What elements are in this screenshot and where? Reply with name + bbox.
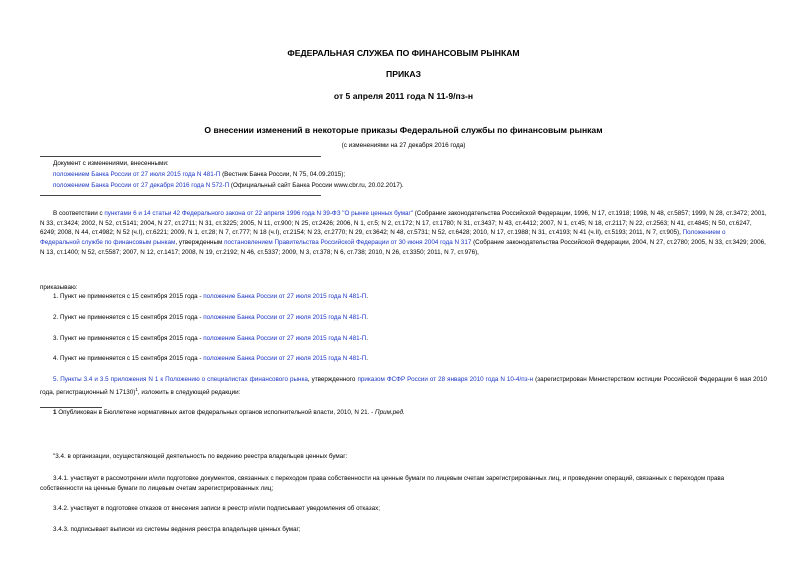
item-1-text: 1. Пункт не применяется с 15 сентября 2015 года - (53, 293, 204, 300)
list-item (53, 292, 368, 302)
list-item (53, 354, 368, 364)
quoted-paragraph: "3.4. в организации, осуществляющей деятельность по ведению реестра владельцев ценных бумаг: (53, 453, 348, 460)
document-title: О внесении изменений в некоторые приказы Федеральной службы по финансовым рынкам (204, 125, 603, 135)
footnote-italic: Прим.ред. (375, 409, 405, 416)
specialists-regulation-link[interactable]: 5. Пункты 3.4 и 3.5 приложения N 1 к Положению о специалистах финансового рынка (53, 376, 308, 383)
amendments-divider (40, 195, 321, 196)
quoted-paragraph: 3.4.3. подписывает выписки из системы ведения реестра владельцев ценных бумаг; (53, 526, 301, 533)
date-number-heading: от 5 апреля 2011 года N 11-9/пз-н (333, 91, 474, 101)
quoted-paragraph: 3.4.2. участвует в подготовке отказов от внесения записи в реестр и/или подписывает уведомления об отказах; (53, 505, 381, 512)
item-2-link[interactable]: положение Банка России от 27 июля 2015 года N 481-П (203, 314, 367, 321)
list-item (53, 334, 368, 344)
item-5-paragraph (40, 375, 767, 398)
preamble-paragraph (40, 209, 767, 258)
amendment-line-1 (53, 170, 345, 180)
law-39fz-link[interactable]: пунктами 6 и 14 статьи 42 Федерального закона от 22 апреля 1996 года N 39-ФЗ "О рынке ценных бумаг" (104, 210, 414, 217)
amendment-note-2: (Официальный сайт Банка России www.cbr.ru, 20.02.2017). (229, 182, 404, 189)
footnote (53, 408, 405, 418)
item-3-link[interactable]: положение Банка России от 27 июля 2015 года N 481-П (203, 335, 367, 342)
order-word: приказываю: (40, 284, 78, 291)
amendment-link-2[interactable]: положением Банка России от 27 декабря 2016 года N 572-П (53, 182, 230, 189)
agency-heading: ФЕДЕРАЛЬНАЯ СЛУЖБА ПО ФИНАНСОВЫМ РЫНКАМ (287, 48, 520, 58)
preamble-text-2: (Собрание законодательства Российской Федерации, 1996, N 17, ст.1918; 1998, N 48, ст.5857; 1999, N 28, ст.3472; 2001, N 33, ст.3424; 2002, N 52, ст.5141; 2004, N 27, ст.2711; N 31, ст.3225; 2005, N 11, ст.900; N 25, ст.2426; 2006, N 1, ст.5; N 2, ст.172; N 17, ст.1780; N 31, ст.3437; N 43, ст.4412; 2007, N 1, ст.45; N 18, ст.2117; N 22, ст.2563; N 41, ст.4845; N 50, ст.6247, 6249; 2008, N 44, ст.4982; N 52 (ч.I), ст.6221; 2009, N 1, ст.28; N 7, ст.777; N 18 (ч.I), ст.2154; N 23, ст.2770; N 29, ст.3642; N 48, ст.5731; N 52, ст.6428; 2010, N 17, ст.1988; N 31, ст.4193; N 41 (ч.II), ст.5193; 2011, N 7, ст.905), (40, 210, 767, 237)
revision-note: (с изменениями на 27 декабря 2016 года) (341, 142, 466, 149)
item-2-end: . (366, 314, 368, 321)
footnote-ref: 1 (135, 386, 138, 392)
amendment-line-2 (53, 181, 404, 191)
doc-type-heading: ПРИКАЗ (386, 69, 421, 79)
item-2-text: 2. Пункт не применяется с 15 сентября 2015 года - (53, 314, 204, 321)
fsfr-regulation-link[interactable]: Положением о Федеральной службе по финансовым рынкам (40, 229, 726, 247)
item-4-end: . (366, 355, 368, 362)
fsfr-order-link[interactable]: приказом ФСФР России от 28 января 2010 года N 10-4/пз-н (357, 376, 534, 383)
item-3-end: . (366, 335, 368, 342)
item-3-text: 3. Пункт не применяется с 15 сентября 2015 года - (53, 335, 204, 342)
amendments-heading: Документ с изменениями, внесенными: (53, 160, 169, 167)
top-divider (40, 156, 321, 157)
item-5-text-1: , утвержденного (307, 376, 358, 383)
quoted-paragraph: 3.4.1. участвует в рассмотрении и/или подготовке документов, связанных с переходом права собственности на ценные бумаги по лицевым счетам зарегистрированных лиц, и проведении операций, связанных с переходом права собственности на ценные бумаги по лицевым счетам зарегистрированных лиц; (40, 475, 725, 492)
amendment-link-1[interactable]: положением Банка России от 27 июля 2015 года N 481-П (53, 171, 221, 178)
item-4-text: 4. Пункт не применяется с 15 сентября 2015 года - (53, 355, 204, 362)
preamble-text-4: (Собрание законодательства Российской Федерации, 2004, N 27, ст.2780; 2005, N 33, ст.3429; 2006, N 13, ст.1400; N 52, ст.5587; 2007, N 12, ст.1417; 2008, N 19, ст.2192; N 46, ст.5337; 2009, N 3, ст.378; N 6, ст.738; 2010, N 26, ст.3350; 2011, N 7, ст.976), (40, 239, 766, 256)
amendment-note-1: (Вестник Банка России, N 75, 04.09.2015); (220, 171, 346, 178)
item-5-text-3: , изложить в следующей редакции: (137, 388, 241, 396)
item-5-text-2: (зарегистрирован Министерством юстиции Российской Федерации 6 мая 2010 года, регистрационный N 17130) (40, 376, 767, 396)
item-4-link[interactable]: положение Банка России от 27 июля 2015 года N 481-П (203, 355, 367, 362)
footnote-text: Опубликован в Бюллетене нормативных актов федеральных органов исполнительной власти, 2010, N 21. - (56, 409, 376, 416)
preamble-text-3: , утвержденным (175, 239, 225, 247)
list-item (53, 313, 368, 323)
government-resolution-link[interactable]: постановлением Правительства Российской Федерации от 30 июня 2004 года N 317 (224, 239, 472, 247)
item-1-end: . (366, 293, 368, 300)
preamble-text-1: В соответствии с (53, 210, 105, 217)
footnote-marker: 1 (53, 409, 57, 416)
item-1-link[interactable]: положение Банка России от 27 июля 2015 года N 481-П (203, 293, 367, 300)
